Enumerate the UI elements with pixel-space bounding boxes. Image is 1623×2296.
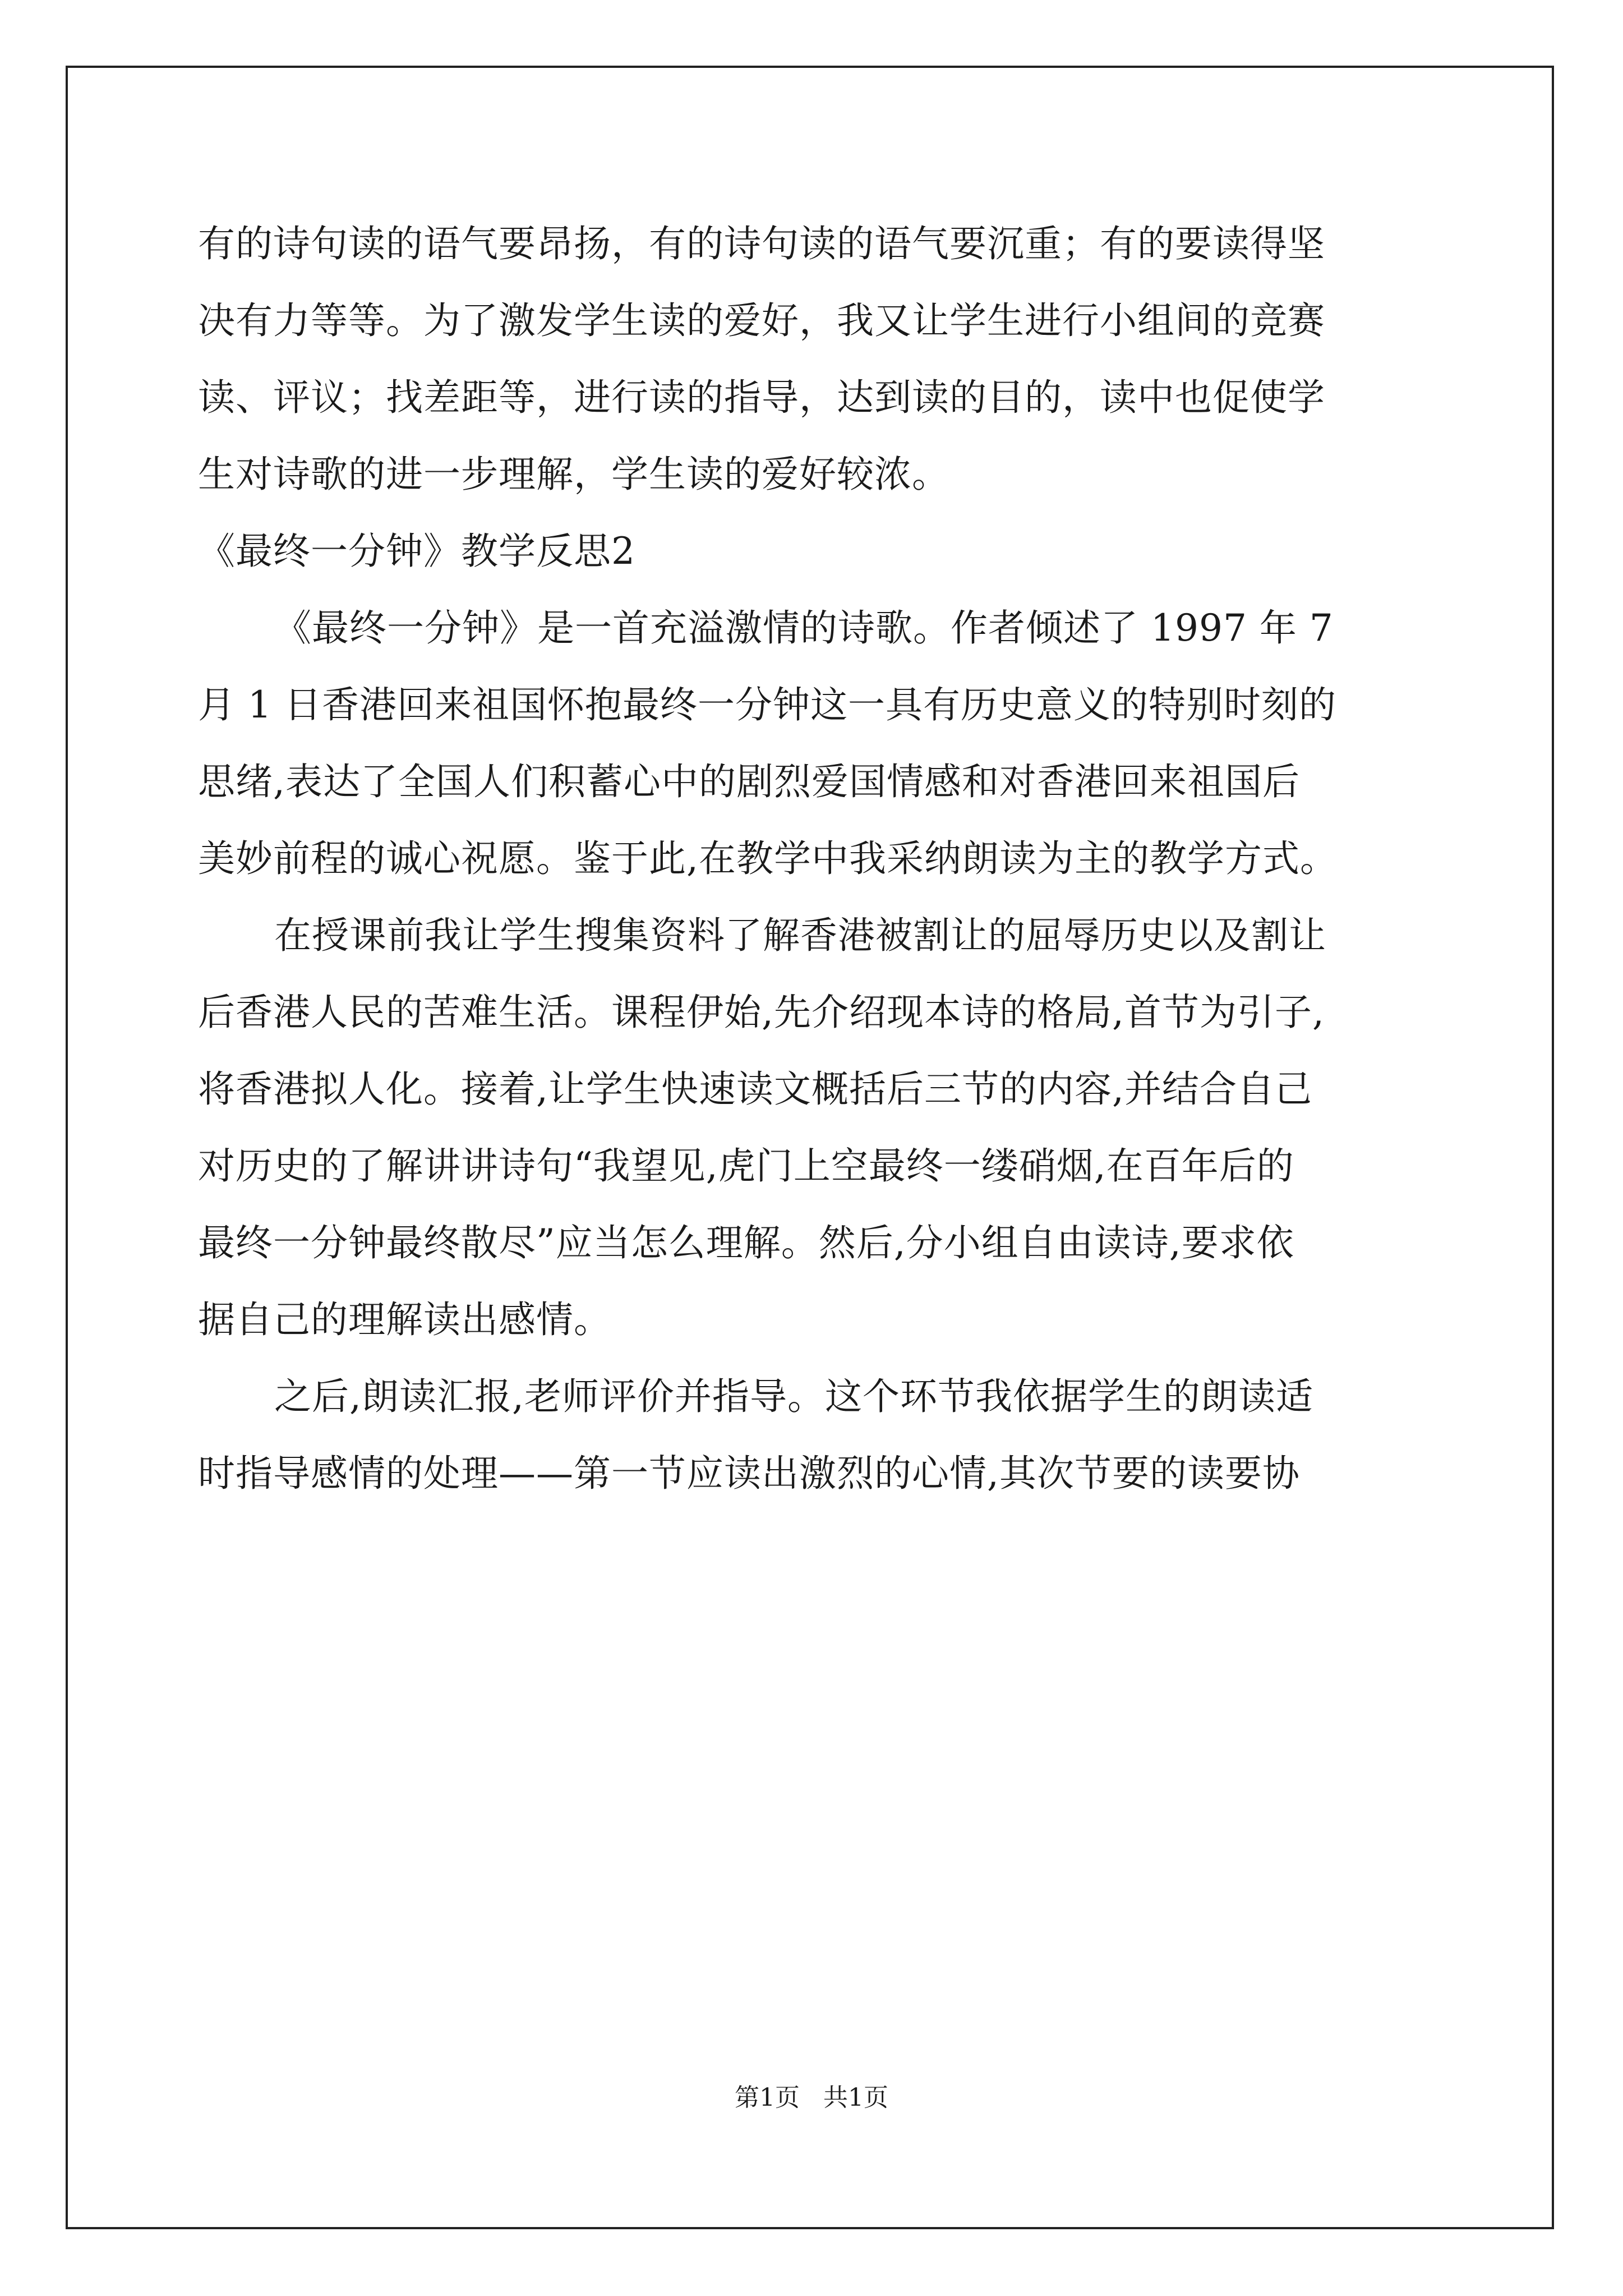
text-line: 后香港人民的苦难生活。课程伊始,先介绍现本诗的格局,首节为引子, <box>198 991 1325 1034</box>
text-line: 将香港拟人化。接着,让学生快速读文概括后三节的内容,并结合自己 <box>198 1068 1312 1111</box>
text-line: 之后,朗读汇报,老师评价并指导。这个环节我依据学生的朗读适 <box>274 1375 1313 1418</box>
text-line: 月 1 日香港回来祖国怀抱最终一分钟这一具有历史意义的特别时刻的 <box>198 683 1336 726</box>
text-line: 《最终一分钟》是一首充溢激情的诗歌。作者倾述了 1997 年 7 <box>274 606 1334 650</box>
text-line: 时指导感情的处理——第一节应读出激烈的心情,其次节要的读要协 <box>198 1452 1300 1495</box>
text-line: 生对诗歌的进一步理解，学生读的爱好较浓。 <box>198 453 949 496</box>
text-line: 最终一分钟最终散尽”应当怎么理解。然后,分小组自由读诗,要求依 <box>198 1221 1294 1264</box>
text-line: 美妙前程的诚心祝愿。鉴于此,在教学中我采纳朗读为主的教学方式。 <box>198 837 1338 880</box>
text-line: 思绪,表达了全国人们积蓄心中的剧烈爱国情感和对香港回来祖国后 <box>198 760 1300 803</box>
text-line: 有的诗句读的语气要昂扬，有的诗句读的语气要沉重；有的要读得坚 <box>198 222 1325 265</box>
page-number: 第1页 共1页 <box>735 2083 888 2112</box>
document-body <box>198 205 1426 1512</box>
section-heading: 《最终一分钟》教学反思2 <box>198 530 635 573</box>
text-line: 决有力等等。为了激发学生读的爱好，我又让学生进行小组间的竞赛 <box>198 299 1325 342</box>
text-line: 据自己的理解读出感情。 <box>198 1298 611 1341</box>
text-line: 在授课前我让学生搜集资料了解香港被割让的屈辱历史以及割让 <box>274 914 1326 957</box>
text-line: 对历史的了解讲讲诗句“我望见,虎门上空最终一缕硝烟,在百年后的 <box>198 1144 1294 1188</box>
text-line: 读、评议；找差距等，进行读的指导，达到读的目的，读中也促使学 <box>198 376 1325 419</box>
